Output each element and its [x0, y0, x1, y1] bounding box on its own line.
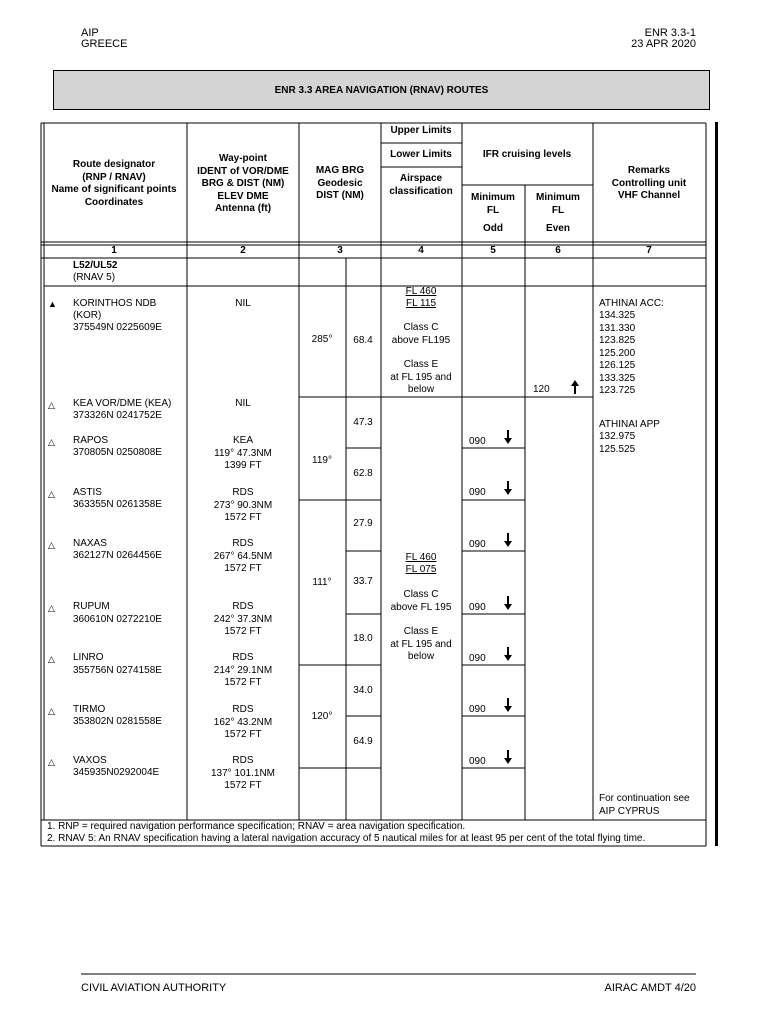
arrow-down-icon	[503, 533, 513, 547]
airspace-line: Class E	[403, 359, 439, 370]
col2-header-line: BRG & DIST (NM)	[201, 178, 285, 189]
frequency: 126.125	[599, 360, 636, 371]
col3-header-line: MAG BRG	[315, 165, 365, 176]
odd-fl: 090	[469, 487, 486, 498]
col3-header-line: Geodesic	[317, 177, 363, 189]
open-triangle-icon: △	[48, 706, 55, 716]
waypoint-line: RDS	[232, 538, 254, 549]
segment-dist: 27.9	[353, 518, 373, 529]
col2-header-line: Antenna (ft)	[214, 203, 272, 214]
section-title: ENR 3.3 AREA NAVIGATION (RNAV) ROUTES	[274, 84, 489, 96]
point-name: ASTIS	[73, 487, 102, 498]
acc-label: ATHINAI ACC:	[599, 298, 664, 309]
airspace-line: below	[407, 384, 435, 395]
waypoint-line: 273° 90.3NM	[213, 499, 273, 511]
col7-header-line: VHF Channel	[617, 190, 681, 201]
point-coord: 353802N 0281558E	[73, 716, 162, 727]
col-number: 4	[418, 245, 424, 256]
point-coord: 362127N 0264456E	[73, 550, 162, 561]
waypoint-line: 1572 FT	[224, 563, 262, 574]
col6-header-line: FL	[551, 204, 565, 216]
col5-header-line: FL	[486, 204, 500, 216]
point-coord: 363355N 0261358E	[73, 499, 162, 510]
point-coord: 345935N0292004E	[73, 767, 160, 778]
waypoint-line: RDS	[232, 601, 254, 612]
col-number: 2	[240, 245, 246, 256]
route-designator: L52/UL52	[73, 260, 118, 271]
point-name: RUPUM	[73, 601, 110, 612]
app-label: ATHINAI APP	[599, 419, 660, 430]
frequency: 125.525	[599, 443, 636, 455]
point-coord: 370805N 0250808E	[73, 447, 162, 458]
open-triangle-icon: △	[48, 654, 55, 664]
open-triangle-icon: △	[48, 437, 55, 447]
waypoint-info	[214, 652, 272, 690]
col2-header	[197, 153, 289, 216]
point-name: KEA VOR/DME (KEA)	[73, 398, 172, 409]
col6-header	[536, 192, 580, 217]
continuation-line: AIP CYPRUS	[599, 805, 660, 817]
segment-brg: 120°	[311, 711, 333, 722]
open-triangle-icon: △	[48, 489, 55, 499]
point-name: LINRO	[73, 652, 104, 663]
point-coord: 373326N 0241752E	[73, 410, 162, 421]
airspace-class-c	[391, 589, 452, 614]
col3-header-line: DIST (NM)	[316, 190, 364, 201]
col7-header-line: Controlling unit	[611, 177, 687, 189]
airspace-line: below	[407, 651, 435, 662]
col1-header	[51, 159, 176, 209]
airspace-line: Class E	[403, 626, 439, 637]
col4-lower-header: Lower Limits	[390, 149, 452, 160]
col3-header	[316, 165, 364, 203]
footnote-2: 2. RNAV 5: An RNAV specification having a lateral navigation accuracy of 5 nautical miles for at least 95 per cent of the total flying time.	[47, 833, 646, 844]
frequency: 125.200	[599, 347, 636, 359]
open-triangle-icon: △	[48, 400, 55, 410]
frequency: 131.330	[599, 322, 636, 334]
segment-dist: 64.9	[353, 736, 373, 747]
col2-header-line: IDENT of VOR/DME	[197, 165, 289, 177]
upper-limit: FL 460	[405, 552, 437, 563]
segment-dist: 62.8	[353, 468, 373, 479]
odd-fl: 090	[469, 539, 486, 550]
footer-amendment: AIRAC AMDT 4/20	[604, 982, 696, 994]
airspace-line: Class C	[403, 589, 439, 600]
arrow-up-icon	[570, 380, 580, 394]
segment-dist: 68.4	[353, 335, 373, 346]
waypoint-line: 1572 FT	[224, 780, 262, 791]
waypoint-line: KEA	[232, 435, 254, 446]
point-coord: 355756N 0274158E	[73, 665, 162, 676]
frequency: 132.975	[599, 431, 636, 442]
footer-authority: CIVIL AVIATION AUTHORITY	[81, 982, 227, 994]
waypoint-line: RDS	[232, 487, 254, 498]
frequency: 133.325	[599, 372, 636, 384]
even-fl: 120	[533, 384, 550, 395]
airspace-line: above FL 195	[390, 601, 452, 613]
waypoint-line: 162° 43.2NM	[213, 716, 273, 728]
waypoint-info: NIL	[235, 398, 251, 409]
col-number: 7	[646, 245, 652, 256]
point-coord: 375549N 0225609E	[73, 322, 162, 333]
col-number: 1	[111, 245, 117, 256]
segment-brg: 111°	[312, 577, 332, 588]
col-number: 3	[337, 245, 343, 256]
arrow-down-icon	[503, 596, 513, 610]
section-title-box	[53, 70, 710, 110]
arrow-down-icon	[503, 750, 513, 764]
col4-airspace-line: classification	[389, 185, 453, 197]
waypoint-info	[214, 538, 272, 576]
col7-header	[612, 165, 686, 203]
odd-fl: 090	[469, 704, 486, 715]
col-number: 6	[555, 245, 561, 256]
odd-fl: 090	[469, 436, 486, 447]
col1-header-line: Name of significant points	[51, 184, 177, 195]
frequency: 134.325	[599, 310, 636, 321]
arrow-down-icon	[503, 698, 513, 712]
waypoint-line: 137° 101.1NM	[210, 767, 276, 779]
open-triangle-icon: △	[48, 540, 55, 550]
odd-fl: 090	[469, 756, 486, 767]
airspace-line: at FL 195 and	[390, 371, 452, 383]
point-name: KORINTHOS NDB	[73, 298, 157, 309]
arrow-down-icon	[503, 647, 513, 661]
header-country: GREECE	[81, 38, 128, 50]
waypoint-info	[214, 601, 272, 639]
continuation-note	[599, 793, 690, 818]
col4-airspace-header	[389, 173, 452, 198]
col5-sub: Odd	[483, 223, 503, 234]
segment-brg: 119°	[312, 455, 332, 466]
open-triangle-icon: △	[48, 603, 55, 613]
upper-limit: FL 460	[405, 286, 437, 297]
change-bar	[715, 122, 718, 846]
airspace-class-c	[392, 322, 450, 347]
frequency: 123.725	[599, 385, 636, 396]
point-name: VAXOS	[73, 755, 107, 766]
waypoint-info	[214, 487, 272, 525]
waypoint-line: 119° 47.3NM	[214, 447, 272, 459]
point-name: TIRMO	[73, 704, 106, 715]
header-aip: AIP	[81, 27, 99, 39]
airspace-line: at FL 195 and	[390, 638, 452, 650]
waypoint-line: 242° 37.3NM	[213, 613, 273, 625]
waypoint-line: 1572 FT	[224, 677, 262, 688]
route-spec: (RNAV 5)	[73, 272, 116, 283]
col4-airspace-line: Airspace	[399, 173, 443, 184]
col2-header-line: Way-point	[219, 153, 267, 164]
waypoint-info	[214, 704, 272, 742]
airspace-line: Class C	[403, 322, 439, 333]
airspace-line: above FL195	[391, 334, 451, 346]
open-triangle-icon: △	[48, 757, 55, 767]
waypoint-line: RDS	[232, 704, 254, 715]
app-frequencies	[599, 431, 635, 456]
waypoint-info	[211, 755, 275, 793]
col2-header-line: ELEV DME	[217, 190, 269, 202]
col1-header-line: (RNP / RNAV)	[82, 171, 146, 183]
lower-limit: FL 075	[405, 564, 437, 575]
waypoint-line: 1572 FT	[224, 512, 262, 523]
waypoint-line: RDS	[232, 652, 254, 663]
frequency: 123.825	[599, 335, 636, 346]
airspace-class-e	[390, 359, 451, 397]
col7-header-line: Remarks	[627, 165, 671, 176]
waypoint-line: 1572 FT	[224, 626, 262, 637]
segment-dist: 47.3	[353, 417, 373, 428]
continuation-line: For continuation see	[599, 793, 690, 804]
airspace-class-e	[390, 626, 451, 664]
waypoint-line: RDS	[232, 755, 254, 766]
point-name: RAPOS	[73, 435, 109, 446]
ifr-header: IFR cruising levels	[482, 149, 572, 160]
col-number: 5	[490, 245, 496, 256]
segment-dist: 34.0	[353, 685, 373, 696]
waypoint-line: 1399 FT	[224, 460, 262, 471]
col4-upper-header: Upper Limits	[390, 125, 452, 136]
odd-fl: 090	[469, 602, 486, 613]
col1-header-line: Route designator	[72, 159, 156, 170]
odd-fl: 090	[469, 653, 486, 664]
point-coord: 360610N 0272210E	[73, 614, 162, 625]
waypoint-info: NIL	[235, 298, 251, 309]
waypoint-line: 1572 FT	[224, 729, 262, 740]
segment-dist: 18.0	[353, 633, 373, 644]
col5-header-line: Minimum	[471, 192, 515, 203]
arrow-down-icon	[503, 430, 513, 444]
col6-header-line: Minimum	[536, 192, 580, 203]
col5-header	[471, 192, 515, 217]
arrow-down-icon	[503, 481, 513, 495]
col6-sub: Even	[546, 223, 570, 234]
segment-brg: 285°	[311, 334, 333, 345]
header-date: 23 APR 2020	[631, 38, 696, 50]
segment-dist: 33.7	[353, 576, 373, 587]
col1-header-line: Coordinates	[84, 196, 144, 208]
lower-limit: FL 115	[405, 298, 437, 309]
footnote-1: 1. RNP = required navigation performance specification; RNAV = area navigation specification.	[47, 821, 466, 832]
waypoint-line: 267° 64.5NM	[213, 550, 273, 562]
point-ident: (KOR)	[73, 310, 102, 321]
point-name: NAXAS	[73, 538, 107, 549]
acc-frequencies	[599, 310, 635, 398]
waypoint-info	[214, 435, 272, 473]
header-page-ref: ENR 3.3-1	[644, 27, 696, 39]
filled-triangle-icon: ▲	[48, 299, 57, 309]
waypoint-line: 214° 29.1NM	[213, 664, 273, 676]
